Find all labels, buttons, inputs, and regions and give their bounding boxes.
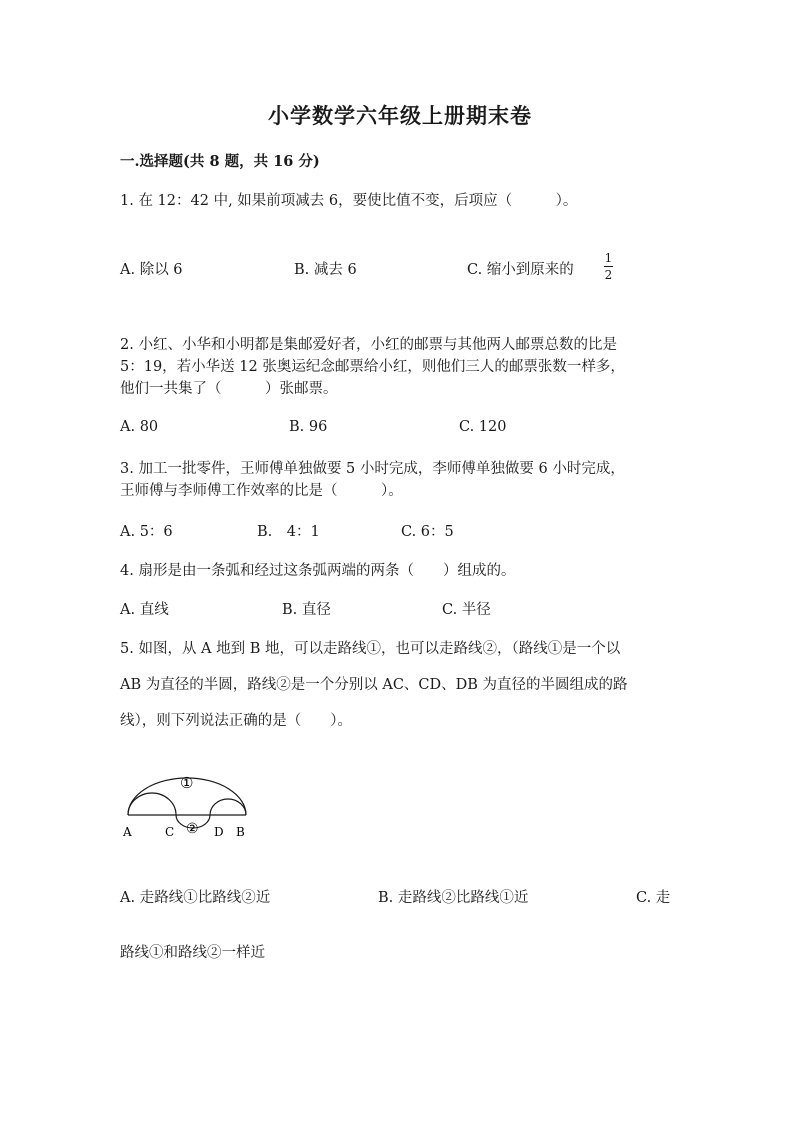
question-4-text: 4. 扇形是由一条弧和经过这条弧两端的两条（ ）组成的。	[120, 563, 516, 579]
route-diagram	[118, 765, 268, 845]
question-4-option-c: C. 半径	[442, 602, 491, 618]
question-2-option-b: B. 96	[289, 419, 328, 435]
route-1-label: ①	[180, 774, 194, 792]
question-5-option-a: A. 走路线①比路线②近	[120, 890, 271, 906]
question-1-option-c: C. 缩小到原来的	[467, 262, 574, 278]
fraction-bar	[604, 266, 613, 267]
question-1-text: 1. 在 12：42 中, 如果前项减去 6，要使比值不变，后项应（ ）。	[120, 193, 578, 209]
question-5-option-b: B. 走路线②比路线①近	[378, 890, 529, 906]
fraction-numerator: 1	[604, 251, 613, 265]
question-2-option-c: C. 120	[459, 419, 507, 435]
point-d-label: D	[214, 825, 224, 839]
route-2-arc-db	[210, 799, 246, 815]
question-4-option-a: A. 直线	[120, 602, 169, 618]
question-3-option-c: C. 6：5	[401, 524, 454, 540]
question-2-line-1: 2. 小红、小华和小明都是集邮爱好者，小红的邮票与其他两人邮票总数的比是	[120, 337, 617, 353]
question-5-line-2: AB 为直径的半圆，路线②是一个分别以 AC、CD、DB 为直径的半圆组成的路	[120, 677, 628, 693]
question-5-line-1: 5. 如图，从 A 地到 B 地，可以走路线①，也可以走路线②，（路线①是一个以	[120, 641, 621, 657]
question-4-option-b: B. 直径	[282, 602, 331, 618]
point-a-label: A	[123, 825, 132, 839]
question-2-line-2: 5：19，若小华送 12 张奥运纪念邮票给小红，则他们三人的邮票张数一样多，	[120, 359, 625, 375]
fraction-one-half	[604, 252, 613, 281]
route-2-label: ②	[186, 821, 199, 837]
question-2-option-a: A. 80	[120, 419, 159, 435]
question-3-line-1: 3. 加工一批零件，王师傅单独做要 5 小时完成，李师傅单独做要 6 小时完成，	[120, 461, 625, 477]
point-c-label: C	[165, 825, 175, 839]
question-3-option-b: B. 4：1	[257, 524, 320, 540]
question-3-line-2: 王师傅与李师傅工作效率的比是（ ）。	[120, 483, 403, 499]
question-1-option-a: A. 除以 6	[120, 262, 183, 278]
question-3-option-a: A. 5：6	[120, 524, 173, 540]
page-title: 小学数学六年级上册期末卷	[268, 103, 532, 128]
question-1-option-b: B. 减去 6	[294, 262, 357, 278]
question-5-option-c-continued: 路线①和路线②一样近	[120, 945, 265, 961]
question-5-line-3: 线），则下列说法正确的是（ ）。	[120, 713, 352, 729]
question-2-line-3: 他们一共集了（ ）张邮票。	[120, 381, 338, 397]
section-heading: 一.选择题(共 8 题，共 16 分)	[120, 153, 320, 170]
fraction-denominator: 2	[604, 268, 613, 282]
point-b-label: B	[236, 825, 245, 839]
question-5-option-c: C. 走	[636, 890, 671, 906]
